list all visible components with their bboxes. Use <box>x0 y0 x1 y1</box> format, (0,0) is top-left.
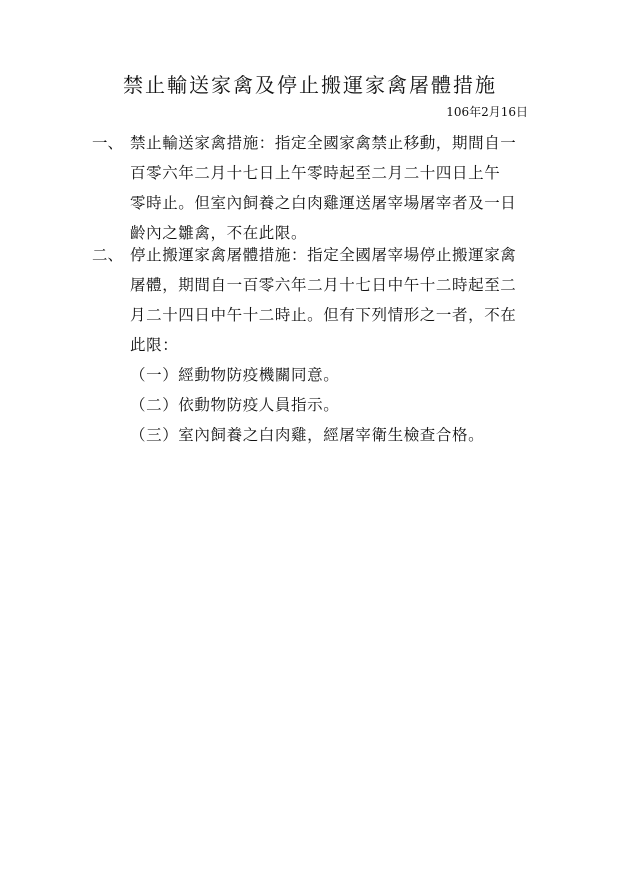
item-line: 月二十四日中午十二時止。但有下列情形之一者，不在 <box>130 306 517 324</box>
item-line: 百零六年二月十七日上午零時起至二月二十四日上午 <box>130 164 501 182</box>
list-item <box>92 128 532 248</box>
item-line: 停止搬運家禽屠體措施：指定全國屠宰場停止搬運家禽 <box>130 246 517 264</box>
item-line: 禁止輸送家禽措施：指定全國家禽禁止移動，期間自一 <box>130 134 517 152</box>
sub-item: （三）室內飼養之白肉雞，經屠宰衛生檢查合格。 <box>130 426 485 444</box>
item-line: 屠體，期間自一百零六年二月十七日中午十二時起至二 <box>130 276 517 294</box>
document-title: 禁止輸送家禽及停止搬運家禽屠體措施 <box>123 73 497 97</box>
item-number: 一、 <box>92 134 124 152</box>
document-date: 106年2月16日 <box>446 105 528 119</box>
list-item <box>92 240 532 450</box>
item-line: 此限： <box>130 336 179 354</box>
sub-item: （一）經動物防疫機關同意。 <box>130 366 340 384</box>
sub-item: （二）依動物防疫人員指示。 <box>130 396 340 414</box>
item-line: 齡內之雛禽，不在此限。 <box>130 224 308 242</box>
item-body <box>130 240 522 450</box>
item-number: 二、 <box>92 246 124 264</box>
item-body <box>130 128 522 248</box>
item-line: 零時止。但室內飼養之白肉雞運送屠宰場屠宰者及一日 <box>130 194 517 212</box>
